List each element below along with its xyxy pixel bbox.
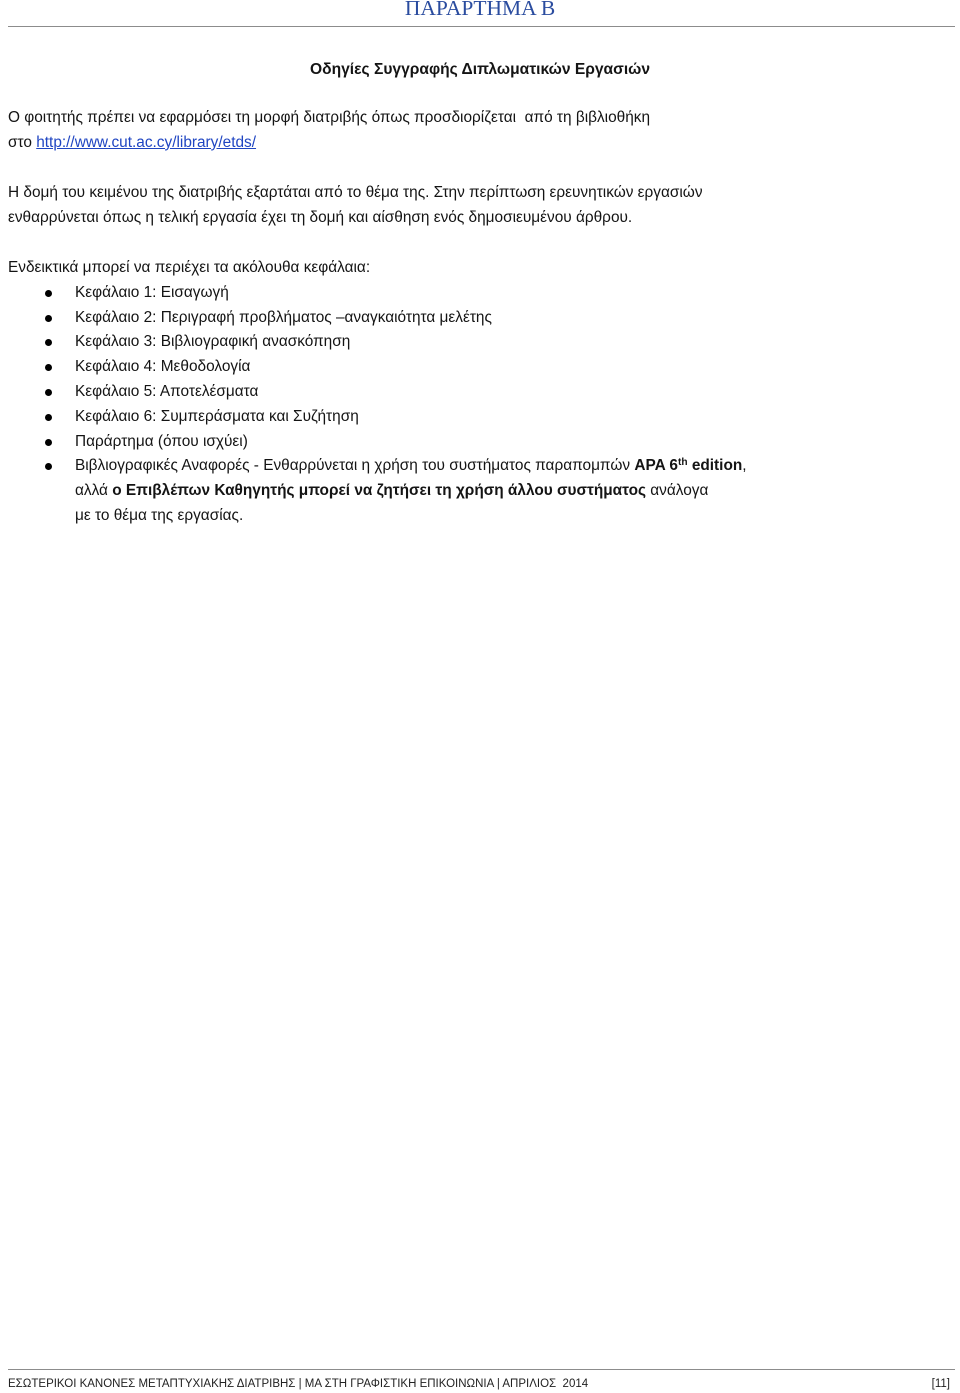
list-item <box>75 355 747 380</box>
library-link[interactable]: http://www.cut.ac.cy/library/etds/ <box>36 133 257 151</box>
chapter-list <box>8 281 747 529</box>
references-comma: , <box>742 457 747 475</box>
list-item <box>75 330 747 355</box>
references-text: ανάλογα <box>645 482 709 500</box>
bullet-icon <box>45 364 52 371</box>
chapters-intro-text: Ενδεικτικά μπορεί να περιέχει τα ακόλουθα κεφάλαια: <box>8 259 371 276</box>
list-item <box>75 430 747 455</box>
list-item-text: Κεφάλαιο 1: Εισαγωγή <box>75 283 229 301</box>
list-item-text: Παράρτημα (όπου ισχύει) <box>75 432 248 450</box>
footer-text: ΕΣΩΤΕΡΙΚΟΙ ΚΑΝΟΝΕΣ ΜΕΤΑΠΤΥΧΙΑΚΗΣ ΔΙΑΤΡΙΒΗΣ | ΜΑ ΣΤΗ ΓΡΑΦΙΣΤΙΚΗ ΕΠΙΚΟΙΝΩΝΙΑ | ΑΠΡΙΛΙΟΣ 2014 <box>8 1378 589 1390</box>
paragraph-line <box>8 206 703 231</box>
list-item <box>75 405 747 430</box>
bullet-icon <box>45 290 52 297</box>
list-item-text: Κεφάλαιο 2: Περιγραφή προβλήματος –αναγκαιότητα μελέτης <box>75 308 492 326</box>
supervisor-note-bold: ο Επιβλέπων Καθηγητής μπορεί να ζητήσει τη χρήση άλλου συστήματος <box>112 482 646 500</box>
page-number: [11] <box>931 1378 950 1390</box>
document-heading: Οδηγίες Συγγραφής Διπλωματικών Εργασιών <box>310 61 650 78</box>
bullet-icon <box>45 463 52 470</box>
paragraph-line <box>8 106 650 131</box>
references-list-item <box>75 454 747 528</box>
list-item <box>75 281 747 306</box>
structure-paragraph <box>8 181 703 231</box>
chapters-intro <box>8 256 747 281</box>
bullet-icon <box>45 315 52 322</box>
edition-bold: edition <box>687 457 743 475</box>
format-paragraph <box>8 106 650 156</box>
superscript-th: th <box>677 456 688 468</box>
bullet-icon <box>45 389 52 396</box>
references-text: Βιβλιογραφικές Αναφορές - Ενθαρρύνεται η χρήση του συστήματος παραπομπών <box>75 457 635 475</box>
appendix-title: ΠΑΡΑΡΤΗΜΑ Β <box>404 0 556 20</box>
list-item <box>75 306 747 331</box>
paragraph-text: Ο φοιτητής πρέπει να εφαρμόσει τη μορφή διατριβής όπως προσδιορίζεται από τη βιβλιοθήκη <box>8 109 651 126</box>
references-line <box>75 479 747 504</box>
bullet-icon <box>45 414 52 421</box>
paragraph-text: Η δομή του κειμένου της διατριβής εξαρτάται από το θέμα της. Στην περίπτωση ερευνητικών εργασιών <box>8 184 703 201</box>
references-text: με το θέμα της εργασίας. <box>75 506 244 524</box>
bullet-icon <box>45 439 52 446</box>
references-line <box>75 454 747 479</box>
header-divider <box>8 26 955 27</box>
list-item-text: Κεφάλαιο 4: Μεθοδολογία <box>75 358 251 376</box>
footer-divider <box>8 1369 955 1370</box>
apa-style-bold: APA 6 <box>634 457 678 475</box>
link-prefix-text: στο <box>8 133 37 151</box>
list-item-text: Κεφάλαιο 5: Αποτελέσματα <box>75 382 259 400</box>
list-item <box>75 380 747 405</box>
list-item-text: Κεφάλαιο 3: Βιβλιογραφική ανασκόπηση <box>75 333 351 351</box>
paragraph-text: ενθαρρύνεται όπως η τελική εργασία έχει τη δομή και αίσθηση ενός δημοσιευμένου άρθρου. <box>8 208 633 226</box>
bullet-icon <box>45 339 52 346</box>
chapters-section <box>8 256 747 529</box>
list-item-text: Κεφάλαιο 6: Συμπεράσματα και Συζήτηση <box>75 407 359 425</box>
paragraph-line <box>8 131 650 156</box>
references-text: αλλά <box>75 482 113 500</box>
references-line <box>75 504 747 529</box>
paragraph-line <box>8 181 703 206</box>
